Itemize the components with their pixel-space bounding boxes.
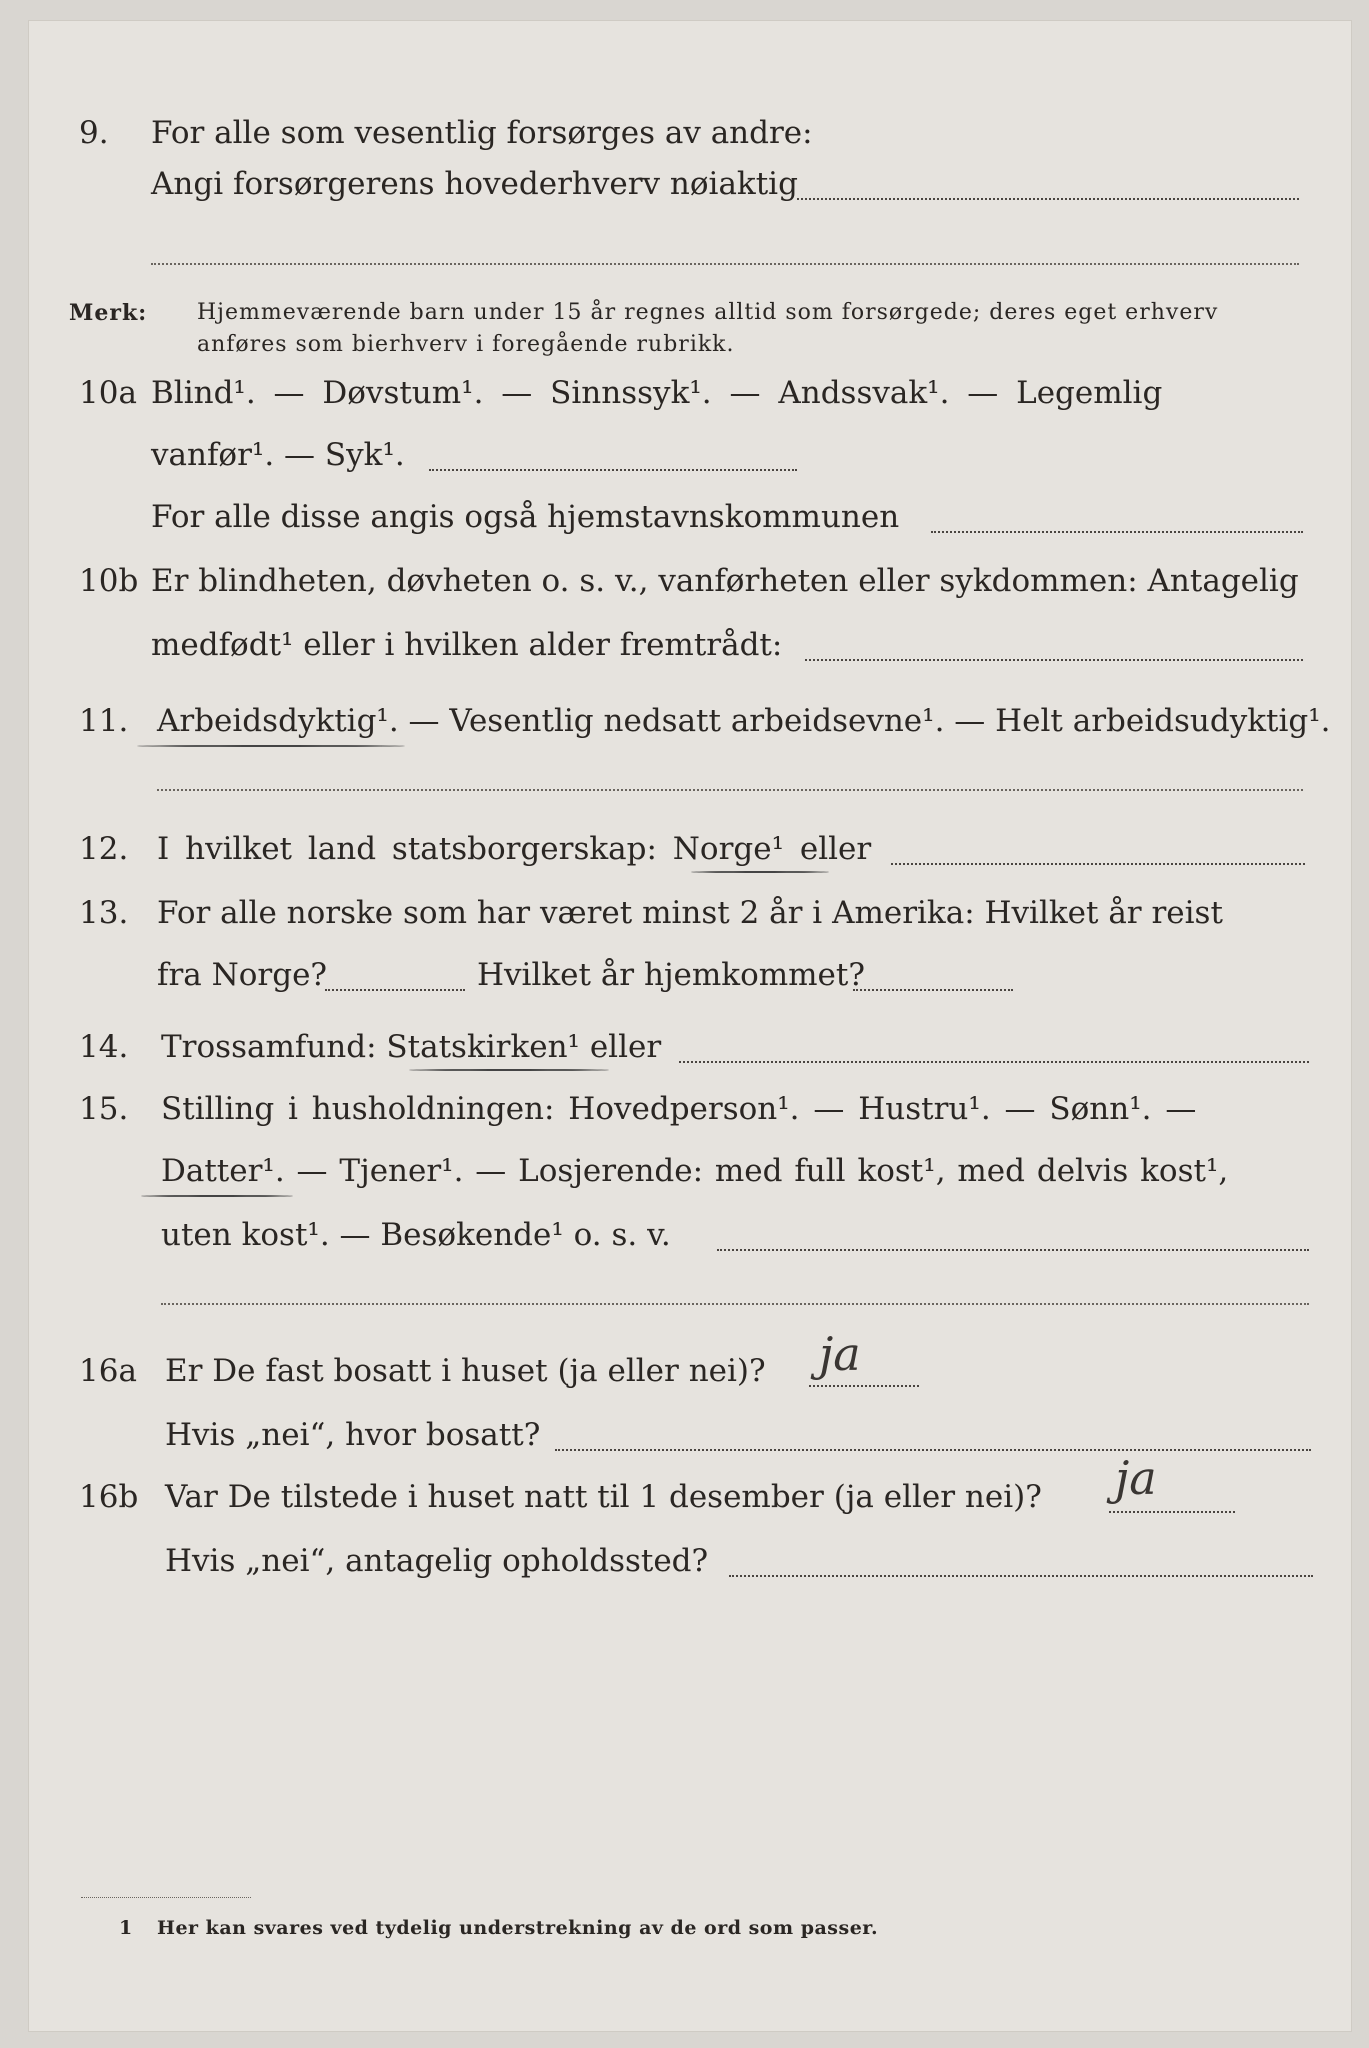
question-number: 10a xyxy=(79,375,137,411)
answer-field[interactable] xyxy=(161,1303,1309,1305)
answer-field[interactable] xyxy=(797,198,1299,200)
answer-field[interactable] xyxy=(429,469,797,471)
handwritten-answer: ja xyxy=(819,1327,861,1381)
answer-field[interactable] xyxy=(809,1385,919,1387)
answer-field[interactable] xyxy=(853,989,1013,991)
question-number: 12. xyxy=(79,831,129,867)
question-text: Er blindheten, døvheten o. s. v., vanførheten eller sykdommen: Antagelig xyxy=(151,563,1299,599)
question-number: 16a xyxy=(79,1353,137,1389)
answer-field[interactable] xyxy=(151,263,1299,265)
question-text: Var De tilstede i huset natt til 1 desember (ja eller nei)? xyxy=(165,1479,1042,1515)
answer-field[interactable] xyxy=(717,1249,1309,1251)
answer-field[interactable] xyxy=(679,1061,1309,1063)
handwritten-answer: ja xyxy=(1115,1451,1157,1505)
question-text: Arbeidsdyktig¹. — Vesentlig nedsatt arbeidsevne¹. — Helt arbeidsudyktig¹. xyxy=(157,703,1331,739)
question-text: For alle som vesentlig forsørges av andre: xyxy=(151,115,813,151)
handwritten-underline xyxy=(691,871,829,873)
answer-field[interactable] xyxy=(729,1575,1313,1577)
question-text: Trossamfund: Statskirken¹ eller xyxy=(161,1029,662,1065)
answer-field[interactable] xyxy=(325,989,465,991)
question-text: Angi forsørgerens hovederhverv nøiaktig xyxy=(151,166,798,202)
note-label: Merk: xyxy=(69,300,148,326)
question-text: uten kost¹. — Besøkende¹ o. s. v. xyxy=(161,1217,671,1253)
footnote-text: Her kan svares ved tydelig understrekning av de ord som passer. xyxy=(157,1917,879,1939)
handwritten-underline xyxy=(141,1195,293,1197)
question-text: Hvis „nei“, hvor bosatt? xyxy=(165,1417,541,1453)
question-text: Hvilket år hjemkommet? xyxy=(477,957,865,993)
question-number: 13. xyxy=(79,895,129,931)
question-text: Hvis „nei“, antagelig opholdssted? xyxy=(165,1543,709,1579)
footnote-rule xyxy=(81,1897,251,1898)
answer-field[interactable] xyxy=(931,531,1303,533)
question-number: 16b xyxy=(79,1479,139,1515)
question-text: Er De fast bosatt i huset (ja eller nei)? xyxy=(165,1353,766,1389)
note-text: anføres som bierhverv i foregående rubrikk. xyxy=(197,332,735,357)
question-text: vanfør¹. — Syk¹. xyxy=(151,437,405,473)
footnote-mark: 1 xyxy=(119,1917,133,1939)
question-text: Blind¹. — Døvstum¹. — Sinnssyk¹. — Andssvak¹. — Legemlig xyxy=(151,375,1163,411)
answer-field[interactable] xyxy=(157,789,1303,791)
note-text: Hjemmeværende barn under 15 år regnes alltid som forsørgede; deres eget erhverv xyxy=(197,300,1219,325)
question-text: I hvilket land statsborgerskap: Norge¹ eller xyxy=(157,831,872,867)
question-text: For alle norske som har været minst 2 år i Amerika: Hvilket år reist xyxy=(157,895,1223,931)
question-number: 10b xyxy=(79,563,139,599)
question-number: 14. xyxy=(79,1029,129,1065)
question-text: medfødt¹ eller i hvilken alder fremtrådt: xyxy=(151,627,783,663)
answer-field[interactable] xyxy=(1109,1511,1235,1513)
handwritten-underline xyxy=(409,1069,609,1071)
question-text: For alle disse angis også hjemstavnskommunen xyxy=(151,499,900,535)
handwritten-underline xyxy=(137,745,405,747)
question-text: Datter¹. — Tjener¹. — Losjerende: med full kost¹, med delvis kost¹, xyxy=(161,1153,1229,1189)
question-number: 9. xyxy=(79,115,109,151)
answer-field[interactable] xyxy=(891,863,1305,865)
answer-field[interactable] xyxy=(555,1449,1311,1451)
question-text: Stilling i husholdningen: Hovedperson¹. — Hustru¹. — Sønn¹. — xyxy=(161,1091,1197,1127)
answer-field[interactable] xyxy=(805,659,1303,661)
question-number: 15. xyxy=(79,1091,129,1127)
census-form-page xyxy=(28,20,1352,2032)
question-number: 11. xyxy=(79,703,129,739)
question-text: fra Norge? xyxy=(157,957,328,993)
